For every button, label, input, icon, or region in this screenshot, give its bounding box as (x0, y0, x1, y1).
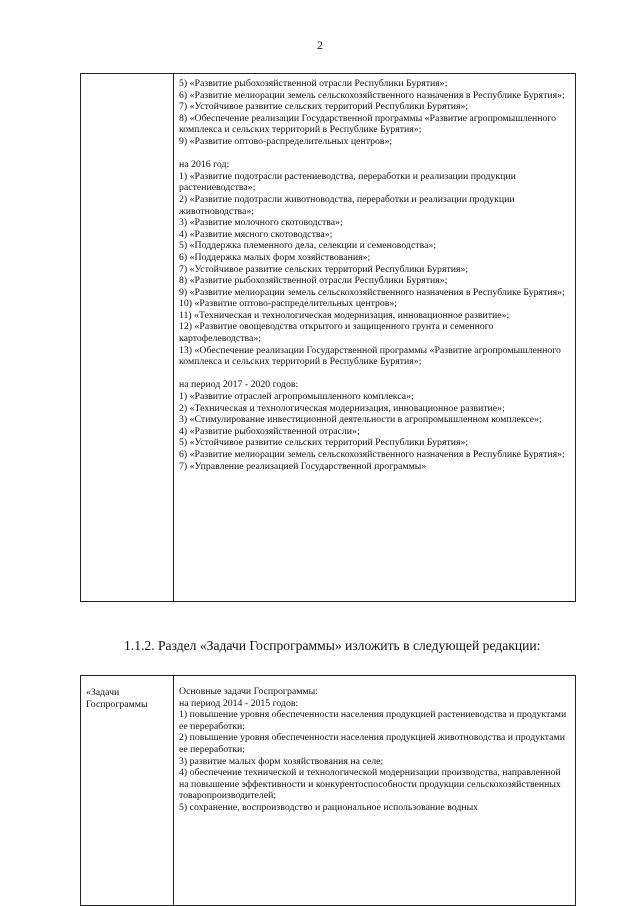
period-heading-2016: на 2016 год: (179, 159, 230, 171)
list-item: 7) «Управление реализацией Государственной программы» (179, 460, 427, 472)
list-item: 2) «Техническая и технологическая модернизация, инновационное развитие»; (179, 402, 505, 414)
list-item: 3) «Стимулирование инвестиционной деятельности в агропромышленном комплексе»; (179, 414, 542, 426)
list-item: 10) «Развитие оптово-распределительных центров»; (179, 298, 398, 310)
page-number: 2 (317, 38, 323, 52)
list-item: 5) «Устойчивое развитие сельских территорий Республики Бурятия»; (179, 437, 469, 449)
table1-left-cell (81, 74, 174, 602)
list-item: 3) развитие малых форм хозяйствования на селе; (179, 755, 384, 767)
spacer (179, 368, 569, 380)
block-c-list (179, 391, 569, 472)
list-item: 4) обеспечение технической и технологической модернизации производства, направленной на повышение эффективности и конкурентоспособности продукции сельскохозяйственных товаропроизводителей; (179, 767, 561, 802)
tasks-table (80, 675, 576, 906)
list-item: 8) «Развитие рыбохозяйственной отрасли Республики Бурятия»; (179, 275, 448, 287)
list-item: 1) повышение уровня обеспеченности населения продукцией растениеводства и продуктами ее переработки; (179, 709, 567, 732)
section-paragraph: 1.1.2. Раздел «Задачи Госпрограммы» изложить в следующей редакции: (124, 637, 541, 653)
list-item: 1) «Развитие подотрасли растениеводства, переработки и реализации продукции растениеводства»; (179, 170, 516, 194)
block-b-list (179, 171, 569, 368)
list-item: 7) «Устойчивое развитие сельских территорий Республики Бурятия»; (179, 101, 469, 113)
list-item: 2) повышение уровня обеспеченности населения продукцией животноводства и продуктами ее переработки; (179, 732, 565, 755)
list-item: 2) «Развитие подотрасли животноводства, переработки и реализации продукции животноводства»; (179, 193, 515, 217)
list-item: 5) сохранение, воспроизводство и рациональное использование водных (179, 801, 479, 813)
list-item: 9) «Развитие оптово-распределительных центров»; (179, 135, 393, 147)
list-item: 8) «Обеспечение реализации Государственной программы «Развитие агропромышленного комплекса и сельских территорий в Республике Бурятия»; (179, 112, 557, 136)
table2-right-cell (174, 676, 576, 906)
block-a-list (179, 78, 569, 148)
list-item: 1) «Развитие отраслей агропромышленного комплекса»; (179, 391, 414, 403)
tasks-heading: Основные задачи Госпрограммы: (179, 686, 318, 697)
list-item: 6) «Развитие мелиорации земель сельскохозяйственного назначения в Республике Бурятия»; (179, 89, 565, 101)
list-item: 6) «Развитие мелиорации земель сельскохозяйственного назначения в Республике Бурятия»; (179, 449, 565, 460)
list-item: 7) «Устойчивое развитие сельских территорий Республики Бурятия»; (179, 263, 469, 275)
table2-left-cell (81, 676, 174, 906)
tasks-label: «Задачи Госпрограммы (86, 687, 148, 710)
list-item: 11) «Техническая и технологическая модернизация, инновационное развитие»; (179, 309, 510, 321)
list-item: 12) «Развитие овощеводства открытого и защищенного грунта и семенного картофелеводства»; (179, 321, 494, 345)
spacer (179, 148, 569, 160)
period-heading-2017-2020: на период 2017 - 2020 годов: (179, 379, 299, 391)
tasks-period: на период 2014 - 2015 годов: (179, 697, 299, 709)
list-item: 4) «Развитие мясного скотоводства»; (179, 228, 333, 240)
list-item: 5) «Поддержка племенного дела, селекции и семеноводства»; (179, 240, 437, 252)
list-item: 5) «Развитие рыбохозяйственной отрасли Республики Бурятия»; (179, 78, 448, 89)
list-item: 6) «Поддержка малых форм хозяйствования»; (179, 251, 371, 263)
list-item: 4) «Развитие рыбохозяйственной отрасли»; (179, 425, 360, 437)
list-item: 3) «Развитие молочного скотоводства»; (179, 217, 343, 229)
programs-table (80, 73, 576, 602)
list-item: 9) «Развитие мелиорации земель сельскохозяйственного назначения в Республике Бурятия»; (179, 286, 565, 298)
list-item: 13) «Обеспечение реализации Государственной программы «Развитие агропромышленного комплекса и сельских территорий в Республике Бурятия»; (179, 344, 561, 368)
table1-right-cell (174, 74, 576, 602)
